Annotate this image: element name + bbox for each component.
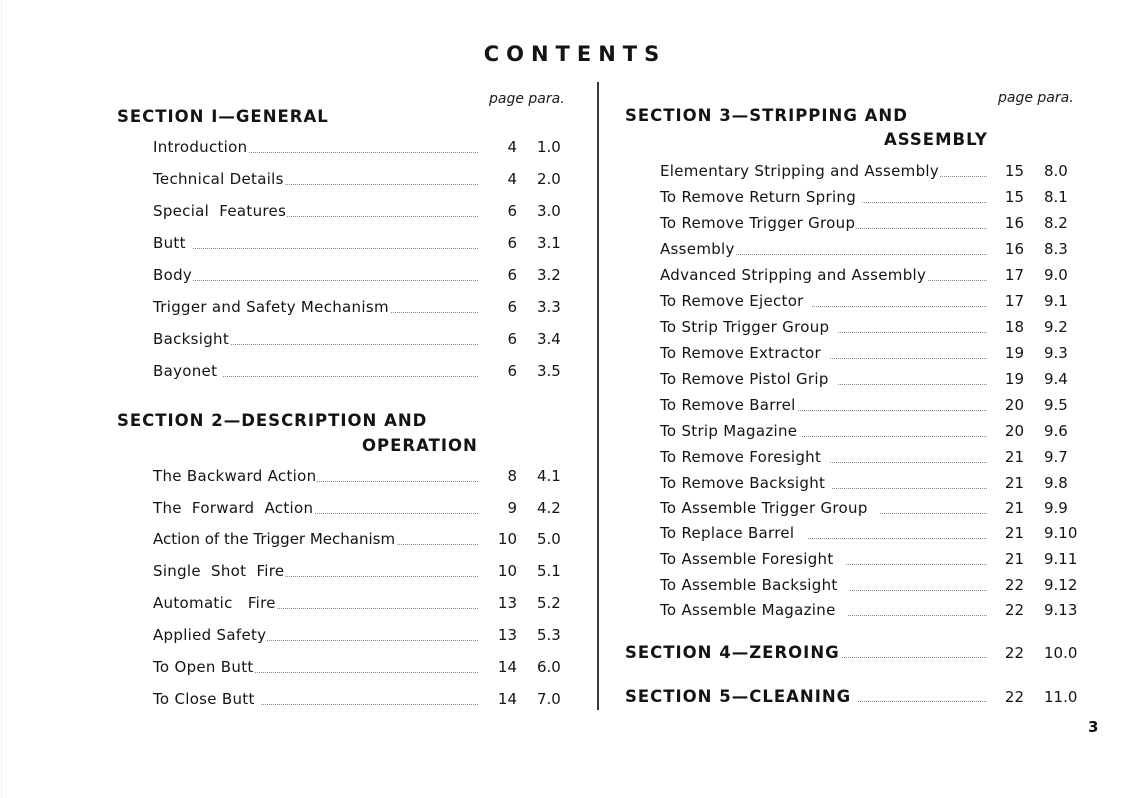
entry-page: 10 <box>497 530 517 548</box>
entry-para: 4.1 <box>537 467 561 485</box>
entry-page: 21 <box>1004 499 1024 517</box>
entry-para: 7.0 <box>537 690 561 708</box>
entry-para: 5.0 <box>537 530 561 548</box>
entry-page: 21 <box>1004 550 1024 568</box>
entry-para: 9.13 <box>1044 601 1078 619</box>
entry-para: 9.2 <box>1044 318 1068 336</box>
entry-para: 9.9 <box>1044 499 1068 517</box>
entry-para: 3.4 <box>537 330 561 348</box>
entry-para: 5.1 <box>537 562 561 580</box>
toc-entry[interactable] <box>153 690 573 712</box>
page-number: 3 <box>1088 718 1099 736</box>
entry-para: 9.3 <box>1044 344 1068 362</box>
entry-label: To Remove Trigger Group <box>660 214 856 232</box>
entry-label: Butt <box>153 234 192 252</box>
entry-para: 10.0 <box>1044 644 1078 662</box>
toc-entry[interactable] <box>660 344 1090 366</box>
toc-entry[interactable] <box>660 550 1090 572</box>
entry-label: Action of the Trigger Mechanism <box>153 530 396 548</box>
entry-para: 8.3 <box>1044 240 1068 258</box>
toc-entry[interactable] <box>660 370 1090 392</box>
entry-label: Trigger and Safety Mechanism <box>153 298 389 316</box>
toc-entry[interactable] <box>153 330 573 352</box>
toc-entry[interactable] <box>153 266 573 288</box>
entry-page: 22 <box>1004 688 1024 706</box>
entry-label: To Remove Pistol Grip <box>660 370 837 388</box>
entry-para: 9.6 <box>1044 422 1068 440</box>
section-3-heading-line1: SECTION 3—STRIPPING AND <box>625 106 908 125</box>
entry-label: The Forward Action <box>153 499 314 517</box>
column-header-right: page para. <box>998 90 1074 106</box>
entry-para: 11.0 <box>1044 688 1078 706</box>
toc-entry[interactable] <box>153 170 573 192</box>
entry-para: 9.5 <box>1044 396 1068 414</box>
toc-entry[interactable] <box>153 626 573 648</box>
entry-para: 8.2 <box>1044 214 1068 232</box>
entry-para: 3.0 <box>537 202 561 220</box>
toc-entry[interactable] <box>660 162 1090 184</box>
column-divider <box>597 82 599 710</box>
entry-label: The Backward Action <box>153 467 317 485</box>
entry-para: 9.0 <box>1044 266 1068 284</box>
section-4-entry[interactable] <box>625 643 1095 665</box>
entry-label: Assembly <box>660 240 735 258</box>
entry-page: 22 <box>1004 576 1024 594</box>
toc-entry[interactable] <box>153 202 573 224</box>
toc-entry[interactable] <box>153 138 573 160</box>
entry-page: 21 <box>1004 524 1024 542</box>
section-3-heading-line2: ASSEMBLY <box>884 130 988 149</box>
entry-label: To Remove Barrel <box>660 396 796 414</box>
entry-label: To Remove Foresight <box>660 448 829 466</box>
entry-para: 3.3 <box>537 298 561 316</box>
entry-label: Automatic Fire <box>153 594 276 612</box>
entry-label: To Strip Trigger Group <box>660 318 837 336</box>
entry-page: 14 <box>497 658 517 676</box>
entry-page: 16 <box>1004 240 1024 258</box>
entry-para: 9.11 <box>1044 550 1078 568</box>
entry-page: 19 <box>1004 370 1024 388</box>
entry-label: To Replace Barrel <box>660 524 808 542</box>
toc-entry[interactable] <box>153 298 573 320</box>
entry-label: Advanced Stripping and Assembly <box>660 266 927 284</box>
toc-entry[interactable] <box>660 524 1090 546</box>
entry-label: Single Shot Fire <box>153 562 285 580</box>
toc-entry[interactable] <box>153 499 573 521</box>
entry-label: To Remove Backsight <box>660 474 831 492</box>
toc-entry[interactable] <box>660 474 1090 496</box>
toc-entry[interactable] <box>153 234 573 256</box>
entry-label: Technical Details <box>153 170 284 188</box>
toc-entry[interactable] <box>660 601 1090 623</box>
toc-entry[interactable] <box>660 240 1090 262</box>
entry-page: 8 <box>507 467 517 485</box>
entry-label: To Assemble Magazine <box>660 601 848 619</box>
entry-label: To Assemble Backsight <box>660 576 850 594</box>
page-edge <box>1 0 2 798</box>
toc-entry[interactable] <box>660 188 1090 210</box>
section-5-heading: SECTION 5—CLEANING <box>625 687 857 706</box>
toc-entry[interactable] <box>660 396 1090 418</box>
entry-para: 5.2 <box>537 594 561 612</box>
entry-page: 22 <box>1004 601 1024 619</box>
entry-page: 22 <box>1004 644 1024 662</box>
toc-entry[interactable] <box>660 576 1090 598</box>
section-1-heading: SECTION I—GENERAL <box>117 107 329 126</box>
entry-para: 8.1 <box>1044 188 1068 206</box>
entry-para: 9.10 <box>1044 524 1078 542</box>
dot-leader <box>153 280 478 281</box>
entry-label: To Assemble Trigger Group <box>660 499 880 517</box>
entry-page: 6 <box>507 266 517 284</box>
entry-label: To Open Butt <box>153 658 254 676</box>
toc-entry[interactable] <box>153 594 573 616</box>
toc-entry[interactable] <box>660 292 1090 314</box>
section-4-heading: SECTION 4—ZEROING <box>625 643 840 662</box>
toc-entry[interactable] <box>660 422 1090 444</box>
entry-page: 19 <box>1004 344 1024 362</box>
toc-entry[interactable] <box>660 266 1090 288</box>
entry-page: 17 <box>1004 292 1024 310</box>
entry-para: 9.12 <box>1044 576 1078 594</box>
entry-page: 6 <box>507 330 517 348</box>
entry-page: 9 <box>507 499 517 517</box>
entry-page: 10 <box>497 562 517 580</box>
entry-page: 6 <box>507 234 517 252</box>
entry-page: 4 <box>507 138 517 156</box>
entry-page: 21 <box>1004 448 1024 466</box>
entry-para: 9.8 <box>1044 474 1068 492</box>
toc-entry[interactable] <box>660 214 1090 236</box>
toc-entry[interactable] <box>153 530 573 552</box>
entry-label: Body <box>153 266 193 284</box>
toc-entry[interactable] <box>660 318 1090 340</box>
entry-label: To Remove Ejector <box>660 292 812 310</box>
entry-para: 3.1 <box>537 234 561 252</box>
section-2-heading-line1: SECTION 2—DESCRIPTION AND <box>117 411 428 430</box>
entry-page: 6 <box>507 298 517 316</box>
entry-para: 6.0 <box>537 658 561 676</box>
entry-page: 17 <box>1004 266 1024 284</box>
entry-para: 3.5 <box>537 362 561 380</box>
entry-para: 5.3 <box>537 626 561 644</box>
entry-label: To Strip Magazine <box>660 422 801 440</box>
entry-page: 13 <box>497 594 517 612</box>
toc-entry[interactable] <box>660 499 1090 521</box>
entry-para: 9.7 <box>1044 448 1068 466</box>
entry-label: Bayonet <box>153 362 223 380</box>
entry-page: 18 <box>1004 318 1024 336</box>
entry-page: 16 <box>1004 214 1024 232</box>
toc-entry[interactable] <box>153 658 573 680</box>
entry-label: Special Features <box>153 202 287 220</box>
entry-para: 9.4 <box>1044 370 1068 388</box>
entry-label: Backsight <box>153 330 230 348</box>
entry-para: 8.0 <box>1044 162 1068 180</box>
entry-para: 2.0 <box>537 170 561 188</box>
column-header-left: page para. <box>489 91 565 107</box>
section-5-entry[interactable] <box>625 687 1095 709</box>
entry-label: Introduction <box>153 138 248 156</box>
entry-label: To Remove Extractor <box>660 344 829 362</box>
entry-page: 14 <box>497 690 517 708</box>
entry-page: 6 <box>507 362 517 380</box>
entry-para: 4.2 <box>537 499 561 517</box>
entry-para: 1.0 <box>537 138 561 156</box>
toc-entry[interactable] <box>153 467 573 489</box>
page-title: CONTENTS <box>483 42 667 66</box>
entry-label: To Assemble Foresight <box>660 550 846 568</box>
toc-entry[interactable] <box>660 448 1090 470</box>
section-2-heading-line2: OPERATION <box>362 436 478 455</box>
toc-entry[interactable] <box>153 362 573 384</box>
entry-page: 13 <box>497 626 517 644</box>
entry-para: 3.2 <box>537 266 561 284</box>
entry-page: 4 <box>507 170 517 188</box>
entry-page: 21 <box>1004 474 1024 492</box>
dot-leader <box>153 248 478 249</box>
entry-label: Elementary Stripping and Assembly <box>660 162 940 180</box>
entry-page: 15 <box>1004 188 1024 206</box>
entry-page: 20 <box>1004 396 1024 414</box>
entry-label: To Remove Return Spring <box>660 188 862 206</box>
entry-page: 6 <box>507 202 517 220</box>
toc-entry[interactable] <box>153 562 573 584</box>
entry-para: 9.1 <box>1044 292 1068 310</box>
entry-label: Applied Safety <box>153 626 267 644</box>
entry-label: To Close Butt <box>153 690 261 708</box>
entry-page: 15 <box>1004 162 1024 180</box>
entry-page: 20 <box>1004 422 1024 440</box>
